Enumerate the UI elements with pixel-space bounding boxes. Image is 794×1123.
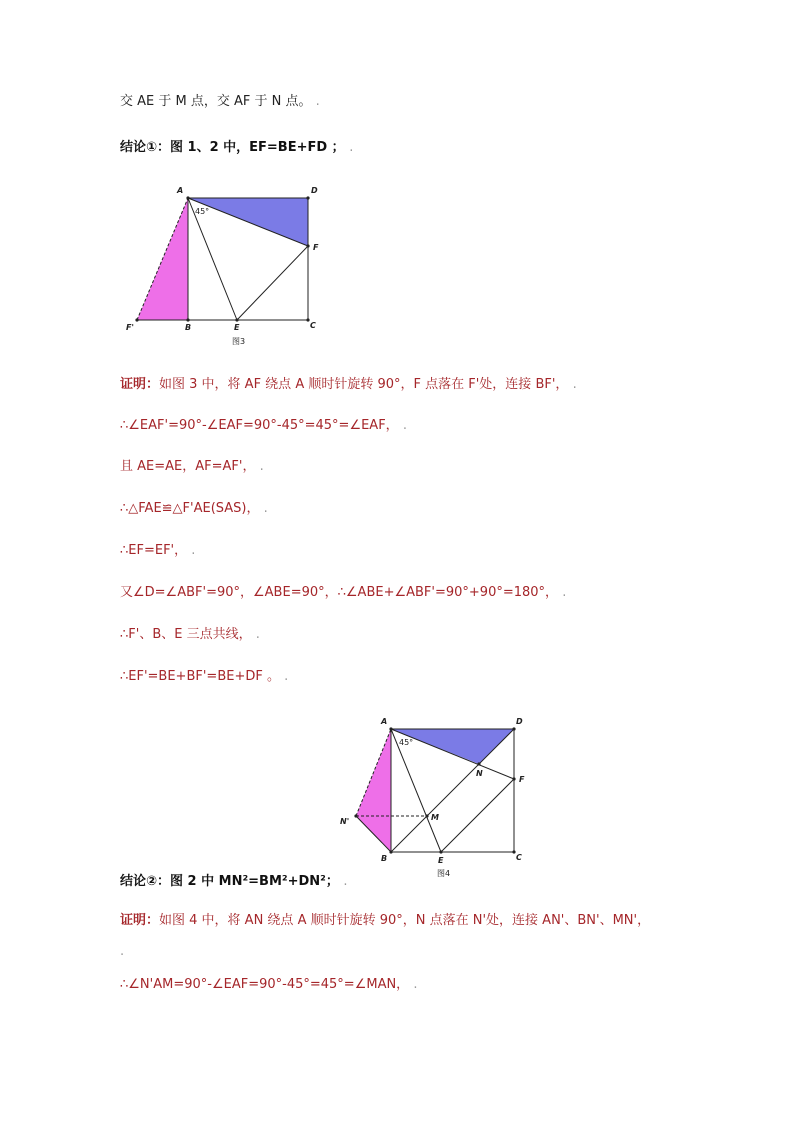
conclusion-2-text: 结论②：图 2 中 MN²=BM²+DN²； bbox=[120, 874, 339, 889]
step-7 bbox=[120, 669, 288, 685]
label-C: C bbox=[516, 853, 522, 862]
angle-label: 45° bbox=[399, 738, 414, 747]
figure-3-caption: 图3 bbox=[232, 337, 246, 346]
step-7-text: ∴EF'=BE+BF'=BE+DF 。 bbox=[120, 669, 280, 684]
paragraph-mark: . bbox=[284, 669, 289, 684]
figure-4-caption: 图4 bbox=[437, 869, 451, 878]
figure-3 bbox=[118, 180, 338, 352]
paragraph-mark: . bbox=[315, 94, 320, 109]
step-5 bbox=[120, 585, 566, 601]
label-B: B bbox=[381, 854, 388, 863]
step-6-text: ∴F'、B、E 三点共线， bbox=[120, 627, 252, 642]
step-2 bbox=[120, 459, 264, 475]
label-D: D bbox=[516, 717, 523, 726]
step-2-text: 且 AE=AE，AF=AF'， bbox=[120, 459, 256, 474]
text-line-intersection bbox=[120, 94, 320, 110]
label-C: C bbox=[310, 321, 316, 330]
proof-1-text: 如图 3 中，将 AF 绕点 A 顺时针旋转 90°，F 点落在 F'处，连接 BF'， bbox=[159, 377, 569, 392]
paragraph-mark: . bbox=[120, 944, 125, 959]
step-8-text: ∴∠N'AM=90°-∠EAF=90°-45°=45°=∠MAN， bbox=[120, 977, 410, 992]
proof-2-text: 如图 4 中，将 AN 绕点 A 顺时针旋转 90°，N 点落在 N'处，连接 AN'、BN'、MN'， bbox=[159, 913, 651, 928]
step-4-text: ∴EF=EF'， bbox=[120, 543, 188, 558]
label-A: A bbox=[177, 186, 184, 195]
step-1-text: ∴∠EAF'=90°-∠EAF=90°-45°=45°=∠EAF， bbox=[120, 418, 399, 433]
step-4 bbox=[120, 543, 195, 559]
paragraph-mark: . bbox=[562, 585, 567, 600]
step-6 bbox=[120, 627, 260, 643]
conclusion-1 bbox=[120, 140, 353, 156]
label-F: F bbox=[313, 243, 319, 252]
conclusion-2 bbox=[120, 874, 348, 890]
paragraph-mark: . bbox=[349, 140, 354, 155]
proof-1-label: 证明： bbox=[120, 377, 160, 392]
label-A: A bbox=[381, 717, 388, 726]
proof-2-label: 证明： bbox=[120, 913, 160, 928]
paragraph-mark: . bbox=[572, 377, 577, 392]
paragraph-mark: . bbox=[402, 418, 407, 433]
label-E: E bbox=[438, 856, 444, 865]
paragraph-mark: . bbox=[255, 627, 260, 642]
label-B: B bbox=[185, 323, 192, 332]
label-F-prime: F' bbox=[126, 323, 134, 332]
step-3 bbox=[120, 501, 268, 517]
paragraph-mark: . bbox=[343, 874, 348, 889]
conclusion-1-text: 结论①：图 1、2 中，EF=BE+FD ； bbox=[120, 140, 345, 155]
step-3-text: ∴△FAE≌△F'AE(SAS)， bbox=[120, 501, 260, 516]
figure-4 bbox=[335, 712, 535, 882]
label-E: E bbox=[234, 323, 240, 332]
angle-label: 45° bbox=[195, 207, 210, 216]
paragraph-mark: . bbox=[259, 459, 264, 474]
proof-2 bbox=[120, 913, 650, 929]
paragraph-mark: . bbox=[191, 543, 196, 558]
step-8 bbox=[120, 977, 417, 993]
label-D: D bbox=[311, 186, 318, 195]
text-line-content: 交 AE 于 M 点，交 AF 于 N 点。 bbox=[120, 94, 312, 109]
label-F: F bbox=[519, 775, 525, 784]
label-N: N bbox=[476, 769, 483, 778]
step-5-text: 又∠D=∠ABF'=90°，∠ABE=90°，∴∠ABE+∠ABF'=90°+90°=180°， bbox=[120, 585, 559, 600]
paragraph-mark: . bbox=[263, 501, 268, 516]
paragraph-mark: . bbox=[413, 977, 418, 992]
proof-2-continuation bbox=[120, 944, 124, 960]
label-N-prime: N' bbox=[340, 817, 350, 826]
step-1 bbox=[120, 418, 407, 434]
proof-1 bbox=[120, 377, 577, 393]
label-M: M bbox=[431, 813, 439, 822]
